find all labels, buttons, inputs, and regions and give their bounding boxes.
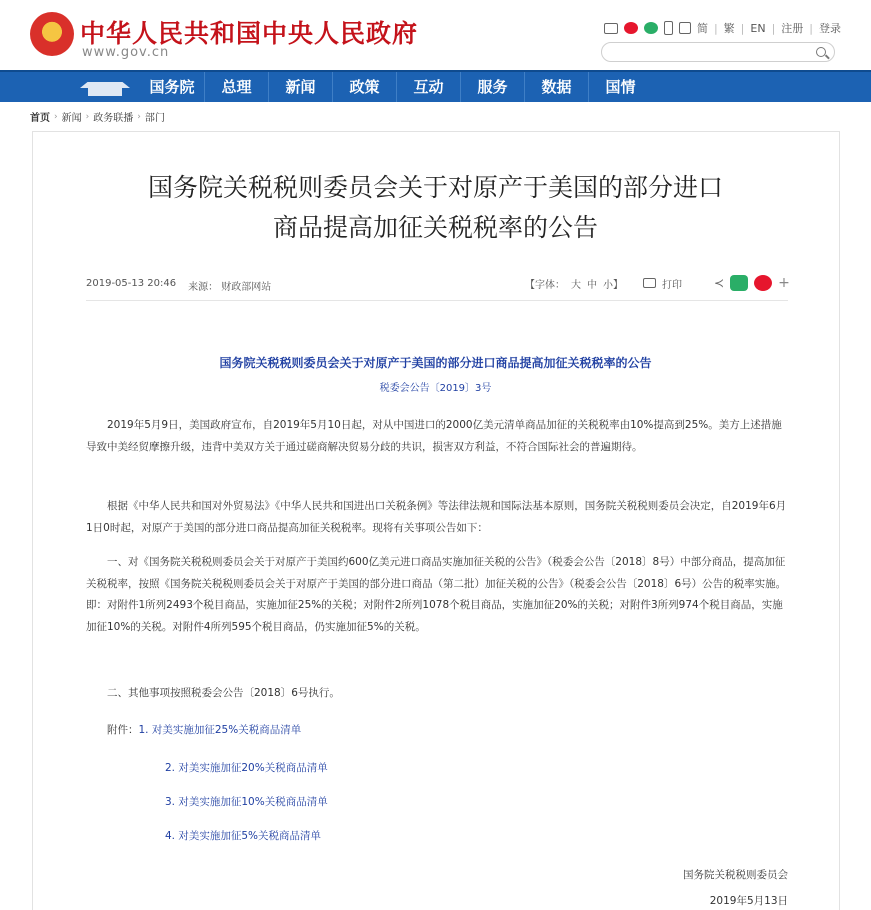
font-medium-button[interactable]: 中: [587, 279, 597, 291]
site-title[interactable]: 中华人民共和国中央人民政府: [80, 19, 419, 48]
divider: [86, 300, 788, 301]
body-paragraph: 根据《中华人民共和国对外贸易法》《中华人民共和国进出口关税条例》等法律法规和国际法基本原则，国务院关税税则委员会决定，自2019年6月1日0时起，对原产于美国的部分进口商品提高加征关税税率。现将有关事项公告如下：: [86, 500, 787, 534]
attachment-row: [165, 760, 328, 775]
wechat-icon[interactable]: [644, 22, 658, 34]
body-paragraph: 二、其他事项按照税委会公告〔2018〕6号执行。: [107, 687, 340, 699]
attachment-link-3[interactable]: 3. 对美实施加征10%关税商品清单: [165, 796, 328, 808]
attachment-link-4[interactable]: 4. 对美实施加征5%关税商品清单: [165, 830, 322, 842]
nav-item-state-council[interactable]: 国务院: [149, 78, 195, 96]
nav-item-services[interactable]: 服务: [460, 72, 524, 102]
more-share-icon[interactable]: +: [778, 275, 790, 291]
nav-item-data[interactable]: 数据: [524, 72, 588, 102]
article-title: [0, 168, 871, 248]
attachments-label: 附件：: [107, 724, 139, 736]
attachment-row: [165, 794, 328, 809]
chevron-right-icon: ›: [85, 111, 90, 122]
print-icon[interactable]: [643, 278, 656, 288]
link-english[interactable]: EN: [750, 21, 766, 35]
font-size-label: 【字体：: [525, 279, 565, 291]
site-domain: www.gov.cn: [82, 45, 170, 60]
breadcrumb-departments[interactable]: 部门: [144, 113, 165, 124]
attachment-row: [107, 722, 301, 737]
sign-date: 2019年5月13日: [709, 895, 788, 907]
breadcrumb-news[interactable]: 新闻: [61, 113, 82, 124]
body-paragraph: 一、对《国务院关税税则委员会关于对原产于美国约600亿美元进口商品实施加征关税的公告》（税委会公告〔2018〕8号）中部分商品，提高加征关税税率，按照《国务院关税税则委员会关于对原产于美国的部分进口商品（第二批）加征关税的公告》（税委会公告〔2018〕6号）公告的税率实施。即：对附件1所列2493个税目商品，实施加征25%的关税；对附件2所列1078个税目商品，实施加征20%的关税；对附件3所列974个税目商品，实施加征10%的关税。对附件4所列595个税目商品，仍实施加征5%的关税。: [86, 556, 787, 633]
share-icon[interactable]: ≺: [714, 276, 725, 290]
separator: |: [713, 21, 718, 35]
wechat-share-icon[interactable]: [730, 275, 748, 291]
link-traditional[interactable]: 繁: [723, 22, 735, 35]
article-tools: [525, 275, 790, 291]
link-register[interactable]: 注册: [781, 22, 804, 35]
mobile-icon[interactable]: [664, 21, 673, 35]
breadcrumb: [30, 109, 165, 124]
link-login[interactable]: 登录: [819, 22, 841, 35]
search-input[interactable]: [601, 42, 835, 62]
attachment-row: [165, 828, 321, 843]
document-title: 国务院关税税则委员会关于对原产于美国的部分进口商品提高加征关税税率的公告: [219, 356, 652, 370]
nav-item-interaction[interactable]: 互动: [396, 72, 460, 102]
document-number: 税委会公告〔2019〕3号: [379, 383, 492, 394]
print-button[interactable]: 打印: [662, 279, 682, 291]
article-meta: [86, 278, 271, 293]
mail-icon[interactable]: [604, 23, 618, 34]
breadcrumb-home[interactable]: 首页: [30, 113, 50, 124]
body-paragraph: 2019年5月9日，美国政府宣布，自2019年5月10日起，对从中国进口的2000亿美元清单商品加征的关税税率由10%提高到25%。美方上述措施导致中美经贸摩擦升级，违背中美双方关于通过磋商解决贸易分歧的共识，损害双方利益，不符合国际社会的普遍期待。: [86, 419, 782, 453]
site-header: [0, 0, 871, 70]
font-large-button[interactable]: 大: [571, 279, 581, 291]
chevron-right-icon: ›: [137, 111, 141, 122]
nav-item-policy[interactable]: 政策: [332, 72, 396, 102]
publish-date: 2019-05-13 20:46: [86, 278, 177, 289]
chevron-right-icon: ›: [54, 111, 58, 122]
link-simplified[interactable]: 简: [696, 22, 708, 35]
top-links: [604, 20, 841, 36]
national-emblem-icon[interactable]: [30, 12, 74, 56]
weibo-share-icon[interactable]: [754, 275, 772, 291]
breadcrumb-gov-affairs[interactable]: 政务联播: [93, 113, 134, 124]
attachment-link-1[interactable]: 1. 对美实施加征25%关税商品清单: [138, 724, 302, 736]
separator: |: [771, 21, 776, 35]
separator: |: [740, 21, 745, 35]
search-icon[interactable]: [816, 47, 826, 57]
tiananmen-logo-icon[interactable]: [80, 76, 130, 98]
separator: |: [809, 21, 813, 35]
nav-item-news[interactable]: 新闻: [268, 72, 332, 102]
article-title-line: 商品提高加征关税税率的公告: [272, 213, 598, 242]
signature-block: [683, 862, 788, 910]
font-small-button[interactable]: 小】: [603, 279, 623, 291]
nav-item-national-info[interactable]: 国情: [588, 72, 652, 102]
signature: 国务院关税税则委员会: [683, 869, 788, 881]
nav-item-premier[interactable]: 总理: [204, 72, 268, 102]
main-nav: [0, 70, 871, 102]
article-source[interactable]: 来源： 财政部网站: [188, 282, 272, 293]
weibo-icon[interactable]: [624, 22, 638, 34]
attachment-link-2[interactable]: 2. 对美实施加征20%关税商品清单: [165, 762, 328, 774]
app-icon[interactable]: [679, 22, 691, 34]
article-title-line: 国务院关税税则委员会关于对原产于美国的部分进口: [147, 173, 723, 202]
